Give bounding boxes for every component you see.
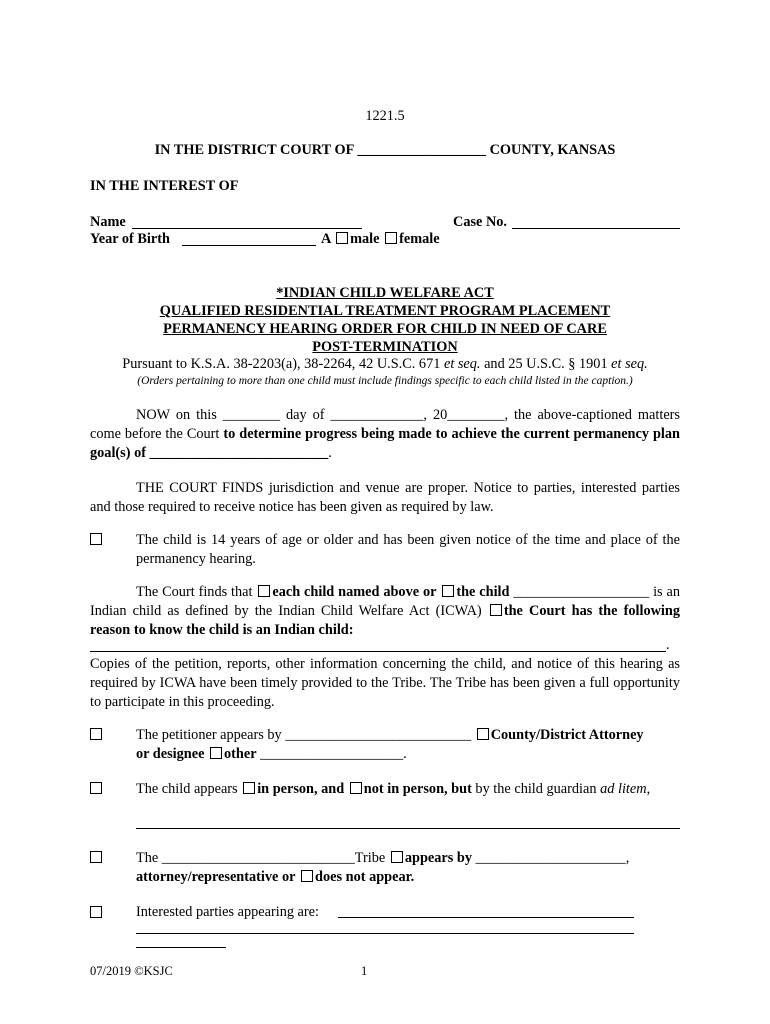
female-label: female (399, 231, 440, 247)
title-line-3: PERMANENCY HEARING ORDER FOR CHILD IN NEED OF CARE (163, 321, 607, 337)
title-line-1: *INDIAN CHILD WELFARE ACT (276, 285, 494, 301)
does-not-appear-checkbox[interactable] (301, 870, 313, 882)
petitioner-item (90, 727, 102, 744)
child-appears-text: The child appears in person, and not in person, but by the child guardian ad litem, (136, 781, 651, 797)
interested-parties-item (90, 905, 102, 922)
orders-note: (Orders pertaining to more than one child must include findings specific to each child listed in the caption.) (137, 375, 633, 387)
not-in-person-checkbox[interactable] (350, 782, 362, 794)
tribe-item (90, 850, 102, 867)
sex-selection (321, 231, 440, 248)
title-line-4: POST-TERMINATION (312, 339, 458, 355)
title-line-2: QUALIFIED RESIDENTIAL TREATMENT PROGRAM PLACEMENT (159, 303, 611, 319)
tribe-text: The ___________________________Tribe appears by _____________________, attorney/representative or does not appear. (136, 850, 630, 885)
petitioner-text: The petitioner appears by __________________________ County/District Attorney or designee other ____________________. (136, 727, 644, 762)
male-label: male (350, 231, 380, 247)
male-checkbox[interactable] (336, 232, 348, 244)
interested-parties-line-3[interactable] (136, 947, 226, 948)
footer-date: 07/2019 ©KSJC (90, 964, 173, 978)
court-finds-paragraph: THE COURT FINDS jurisdiction and venue are proper. Notice to parties, interested parties and those required to receive notice has been given as required by law. (90, 480, 680, 515)
copies-paragraph: Copies of the petition, reports, other information concerning the child, and notice of this hearing as required by ICWA have been timely provided to the Tribe. The Tribe has been given a full opportunity to participate in this proceeding. (90, 656, 680, 710)
petitioner-checkbox[interactable] (90, 728, 102, 740)
case-number-field-line[interactable] (512, 228, 680, 229)
guardian-name-line[interactable] (136, 828, 680, 829)
interested-parties-label: Interested parties appearing are: (136, 904, 319, 920)
interested-parties-line-2[interactable] (136, 933, 634, 934)
interested-parties-checkbox[interactable] (90, 906, 102, 918)
age-notice-text: The child is 14 years of age or older and has been given notice of the time and place of the permanency hearing. (136, 532, 680, 567)
name-field-line[interactable] (132, 228, 362, 229)
court-heading: IN THE DISTRICT COURT OF __________________ COUNTY, KANSAS (154, 142, 616, 158)
child-appears-item (90, 781, 102, 798)
county-attorney-checkbox[interactable] (477, 728, 489, 740)
interested-parties-line-1[interactable] (338, 917, 634, 918)
year-of-birth-label: Year of Birth (90, 231, 170, 247)
tribe-appears-checkbox[interactable] (391, 851, 403, 863)
the-child-checkbox[interactable] (442, 585, 454, 597)
interest-of-label: IN THE INTEREST OF (90, 178, 239, 194)
case-number-label: Case No. (453, 214, 508, 230)
age-notice-item (90, 532, 102, 549)
female-checkbox[interactable] (385, 232, 397, 244)
indian-child-finding: The Court finds that each child named above or the child ___________________ is an Indian child as defined by the Indian Child Welfare Act (ICWA) the Court has the following reason to know the child is an Indian child: (90, 584, 680, 638)
form-number: 1221.5 (365, 108, 405, 124)
now-paragraph: NOW on this ________ day of _____________, 20________, the above-captioned matters come before the Court to determine progress being made to achieve the current permanency plan goal(s) of _________________________. (90, 407, 680, 461)
reason-period: . (666, 637, 670, 653)
reason-to-know-checkbox[interactable] (490, 604, 502, 616)
child-appears-checkbox[interactable] (90, 782, 102, 794)
other-checkbox[interactable] (210, 747, 222, 759)
a-label: A (321, 231, 331, 247)
in-person-checkbox[interactable] (243, 782, 255, 794)
pursuant-statutes: Pursuant to K.S.A. 38-2203(a), 38-2264, 42 U.S.C. 671 et seq. and 25 U.S.C. § 1901 et seq. (122, 356, 648, 372)
tribe-checkbox[interactable] (90, 851, 102, 863)
age-notice-checkbox[interactable] (90, 533, 102, 545)
each-child-checkbox[interactable] (258, 585, 270, 597)
name-label: Name (90, 214, 126, 230)
year-of-birth-field-line[interactable] (182, 245, 316, 246)
reason-answer-line[interactable] (90, 651, 666, 652)
page-number: 1 (361, 964, 368, 978)
